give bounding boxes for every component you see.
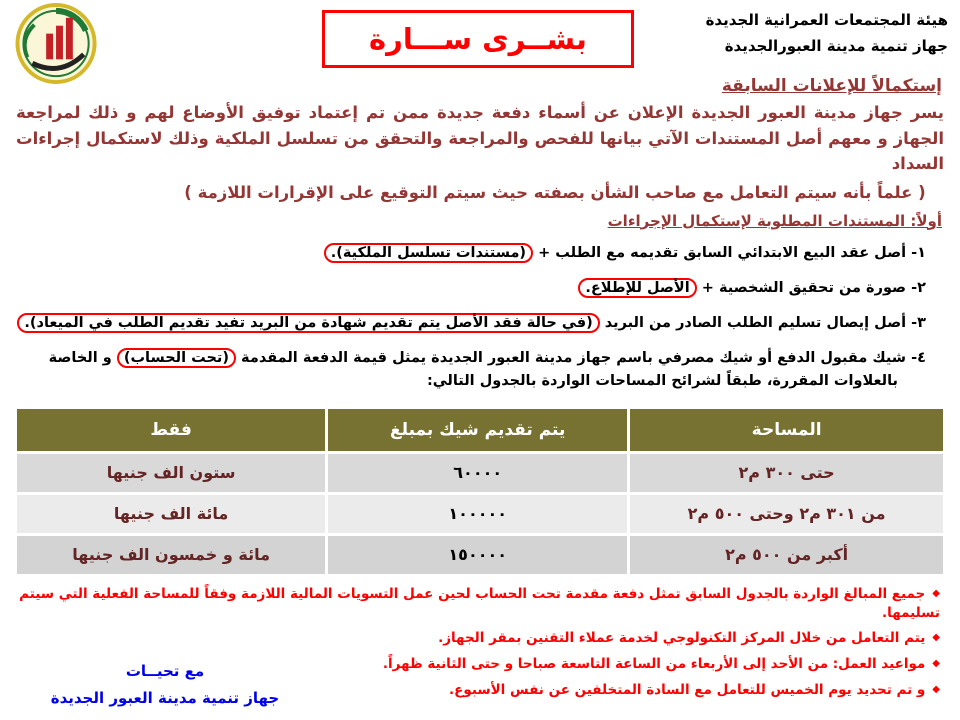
column-header-area: المساحة (630, 409, 943, 451)
table-row (17, 536, 943, 574)
diamond-bullet-icon: ◆ (932, 587, 940, 599)
intro-paragraph: يسر جهاز مدينة العبور الجديدة الإعلان عن أسماء دفعة جديدة ممن تم إعتماد توفيق الأوضاع لهم و ذلك لمراجعة الجهاز و معهم أصل المستندات الآتي بيانها للفحص والمراجعة والتحقق من تسلسل الملكية وذلك لاستكمال إجراءات السداد (16, 103, 944, 174)
item-highlight: الأصل للإطلاع. (578, 278, 696, 298)
documents-heading: أولاً: المستندات المطلوبة لإستكمال الإجراءات (607, 211, 942, 230)
intro-note: ( علماً بأنه سيتم التعامل مع صاحب الشأن بصفته حيث سيتم التوقيع على الإقرارات اللازمة ) (184, 182, 926, 202)
diamond-bullet-icon: ◆ (932, 684, 940, 696)
area-cell: أكبر من ٥٠٠ م٢ (630, 536, 943, 574)
authority-emblem-icon (10, 2, 110, 86)
document-item-2 (14, 277, 926, 300)
diamond-bullet-icon: ◆ (932, 632, 940, 644)
item-text: ٤- شيك مقبول الدفع أو شيك مصرفي باسم جهاز مدينة العبور الجديدة يمثل قيمة الدفعة المقدمة (236, 350, 926, 367)
table-row (17, 454, 943, 492)
column-header-cheque-amount: يتم تقديم شيك بمبلغ (328, 409, 627, 451)
document-item-4 (14, 347, 926, 393)
signature-block (40, 658, 290, 712)
org-title-line1: هيئة المجتمعات العمرانية الجديدة (705, 11, 948, 29)
org-title-line2: جهاز تنمية مدينة العبورالجديدة (724, 36, 948, 55)
column-header-only: فقط (17, 409, 325, 451)
organization-titles (706, 8, 948, 59)
table-row (17, 495, 943, 533)
amount-cell: ٦٠٠٠٠ (328, 454, 627, 492)
area-cell: حتى ٣٠٠ م٢ (630, 454, 943, 492)
signature-org: جهاز تنمية مدينة العبور الجديدة (50, 689, 280, 707)
item-text: و الخاصة بالعلاوات المقررة، طبقاً لشرائح المساحات الواردة بالجدول التالي: (48, 350, 898, 390)
amount-words-cell: مائة و خمسون الف جنيها (17, 536, 325, 574)
item-highlight: (تحت الحساب) (117, 348, 236, 368)
amount-cell: ١٥٠٠٠٠ (328, 536, 627, 574)
item-highlight: (في حالة فقد الأصل يتم تقديم شهادة من البريد تفيد تقديم الطلب في الميعاد). (17, 313, 599, 333)
area-cell: من ٣٠١ م٢ وحتى ٥٠٠ م٢ (630, 495, 943, 533)
item-text: ٢- صورة من تحقيق الشخصية + (696, 279, 926, 296)
signature-greeting: مع تحيــات (125, 662, 205, 680)
note-text: مواعيد العمل: من الأحد إلى الأربعاء من الساعة التاسعة صباحا و حتى الثانية ظهراً. (382, 656, 926, 673)
diamond-bullet-icon: ◆ (932, 658, 940, 670)
note-line-1 (14, 585, 940, 623)
table-header-row (17, 409, 943, 451)
item-highlight: (مستندات تسلسل الملكية). (324, 243, 533, 263)
good-news-banner (322, 10, 634, 68)
intro-heading: إستكمالاً للإعلانات السابقة (721, 76, 942, 96)
document-item-1 (14, 242, 926, 265)
payment-schedule-table (14, 406, 946, 577)
note-line-2 (14, 629, 940, 648)
document-item-3 (14, 312, 926, 335)
amount-words-cell: مائة الف جنيها (17, 495, 325, 533)
item-text: ١- أصل عقد البيع الابتدائي السابق تقديمه مع الطلب + (533, 244, 926, 261)
banner-text: بشــرى ســـارة (369, 22, 587, 56)
note-text: و تم تحديد يوم الخميس للتعامل مع السادة المتخلفين عن نفس الأسبوع. (449, 682, 926, 699)
note-text: يتم التعامل من خلال المركز التكنولوجي لخدمة عملاء التقنين بمقر الجهاز. (438, 630, 926, 647)
amount-words-cell: ستون الف جنيها (17, 454, 325, 492)
amount-cell: ١٠٠٠٠٠ (328, 495, 627, 533)
document-body (0, 76, 960, 707)
item-text: ٣- أصل إيصال تسليم الطلب الصادر من البريد (599, 315, 926, 332)
note-text: جميع المبالغ الواردة بالجدول السابق تمثل دفعة مقدمة تحت الحساب لحين عمل التسويات المالية اللازمة وفقاً للمساحة الفعلية التي سيتم تسليمها. (19, 585, 940, 621)
emblem-graphic (10, 2, 110, 86)
